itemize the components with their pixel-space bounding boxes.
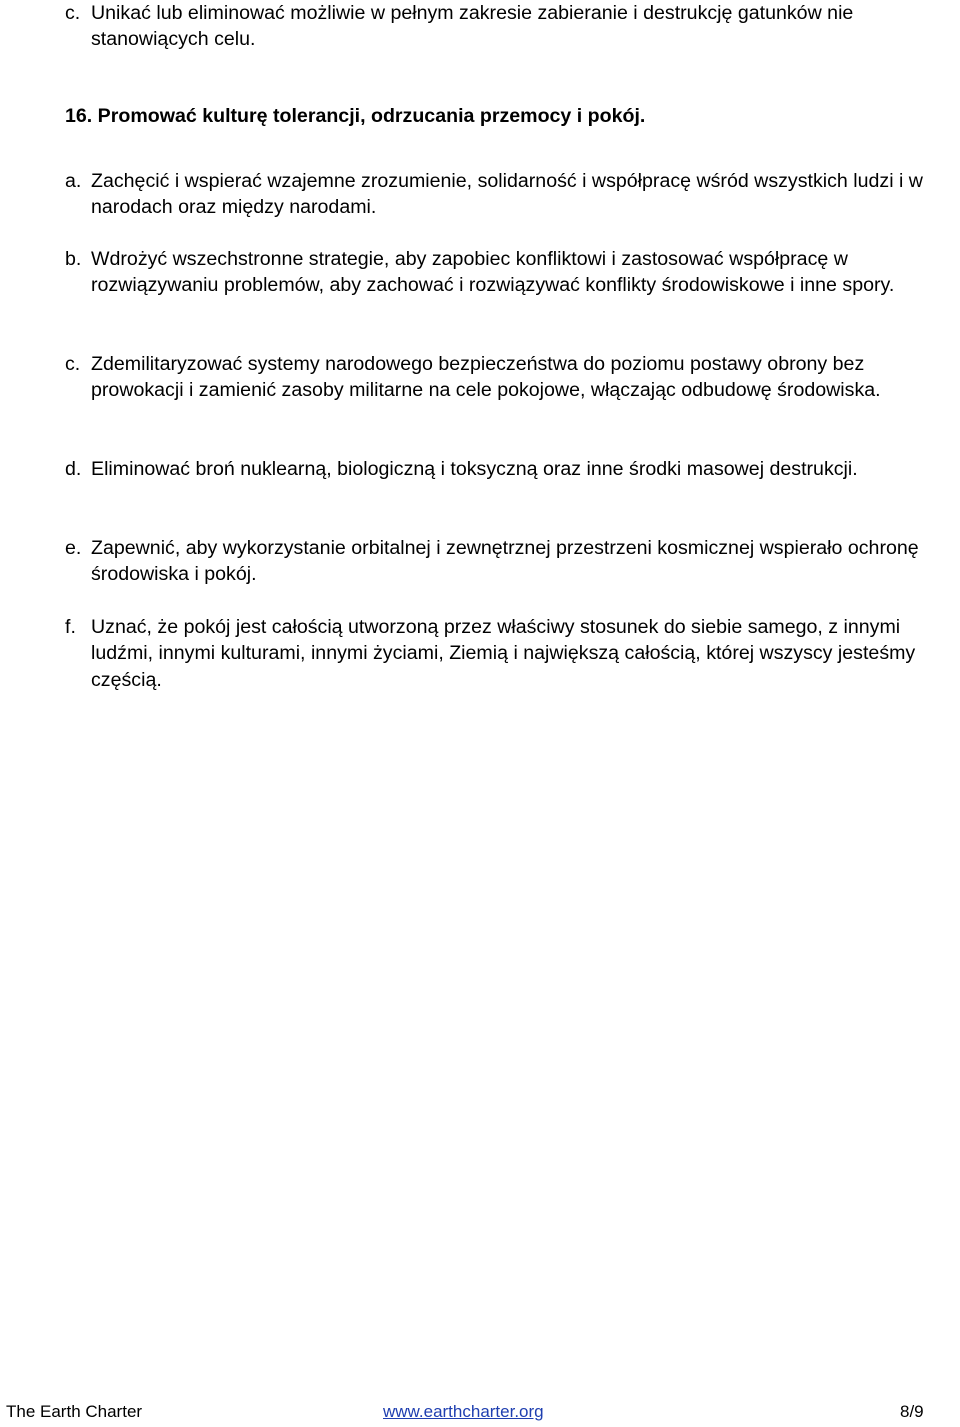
footer-page-number: 8/9 [900,1402,924,1421]
item-letter: d. [65,458,82,480]
footer-website-link[interactable]: www.earthcharter.org [383,1402,544,1421]
item-text: Wdrożyć wszechstronne strategie, aby zapobiec konfliktowi i zastosować współpracę w rozwiązywaniu problemów, aby zachować i rozwiązywać konflikty środowiskowe i inne spory. [91,248,895,297]
item-letter: a. [65,170,82,192]
item-text: Unikać lub eliminować możliwie w pełnym zakresie zabieranie i destrukcję gatunków nie stanowiących celu. [91,2,854,51]
item-text: Uznać, że pokój jest całością utworzoną przez właściwy stosunek do siebie samego, z innymi ludźmi, innymi kulturami, innymi życiami, Ziemią i największą całością, której wszyscy jesteśmy częścią. [91,616,916,691]
list-item [65,168,958,221]
list-item [65,535,958,588]
footer-title: The Earth Charter [6,1402,143,1421]
item-letter: f. [65,616,76,638]
section-heading: 16. Promować kulturę tolerancji, odrzucania przemocy i pokój. [65,105,646,127]
list-item [65,351,958,404]
item-text: Zachęcić i wspierać wzajemne zrozumienie, solidarność i współpracę wśród wszystkich ludzi i w narodach oraz między narodami. [91,170,923,219]
item-letter: c. [65,2,81,24]
item-text: Zdemilitaryzować systemy narodowego bezpieczeństwa do poziomu postawy obrony bez prowokacji i zamienić zasoby militarne na cele pokojowe, włączając odbudowę środowiska. [91,353,881,402]
list-item [65,0,958,53]
item-letter: e. [65,537,82,559]
list-item [65,246,958,299]
item-text: Eliminować broń nuklearną, biologiczną i toksyczną oraz inne środki masowej destrukcji. [91,458,858,480]
list-item [65,456,958,482]
item-letter: b. [65,248,82,270]
item-text: Zapewnić, aby wykorzystanie orbitalnej i zewnętrznej przestrzeni kosmicznej wspierało ochronę środowiska i pokój. [91,537,919,586]
list-item [65,614,958,693]
item-letter: c. [65,353,81,375]
